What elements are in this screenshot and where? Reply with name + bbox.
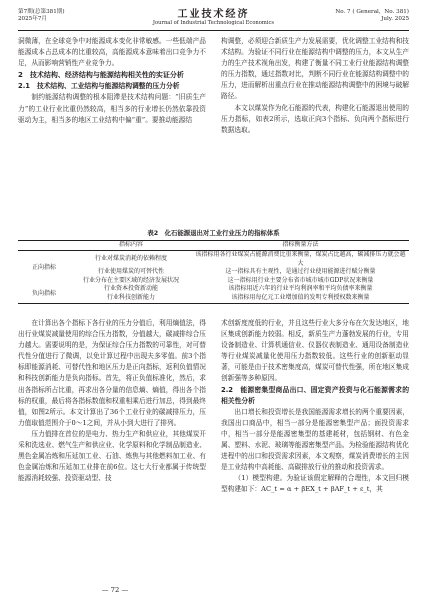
table-header-cell <box>18 241 70 251</box>
subsection-heading: 2.1 技术结构、工业结构与能源结构调整的压力分析 <box>18 82 180 91</box>
left-column-bottom <box>18 318 206 484</box>
table-header-cell: 指标内容 <box>118 241 143 249</box>
table-header-row <box>18 241 409 251</box>
table-body <box>18 251 409 304</box>
table-row <box>18 285 409 294</box>
issue-date-cn: 2025年7月 <box>18 16 47 22</box>
indicator-group-label: 正向指标 <box>31 263 56 271</box>
section-heading: 2 技术结构、经济结构与能源结构相关性的实证分析 <box>18 71 184 80</box>
indicator-table <box>18 228 409 304</box>
table-row <box>18 268 409 277</box>
paragraph: 洞微薄，在全球竞争中对能源成本变化非常敏感。一些低端产品能源成本占总成本的比重较高，高能源成本意味着出口竞争力不足，从而影响营销性产业竞争力。 <box>18 37 206 68</box>
table-row <box>18 294 409 303</box>
right-column-bottom <box>221 318 409 496</box>
header-rule <box>18 30 409 31</box>
issue-number-en: No. 7 ( General，No. 381) <box>335 9 409 15</box>
measurement-method-cell: 这一指标具有主观性，是通过行业使用能源进行赋分衡量 <box>225 268 376 276</box>
issue-number-cn: 第7期(总第381期) <box>18 9 65 15</box>
page-number: — 72 — <box>101 586 129 594</box>
paragraph: 构调整，必须迎合新质生产力发展需要，优化调整工业结构和技术结构。为验证不同行业在能源结构中调整的压力，本文从生产力的生产技术视角出发，构建了衡量不同工业行业能源结构调整的压力指数，通过指数对比，判断不同行业在能源结构调整中的压力，进而解析出重点行业在推动能源结构调整中的困境与破解路径。 <box>221 37 409 101</box>
left-column-top <box>18 36 206 126</box>
indicator-content-cell: 行业分布在主要区域的经济发展状况 <box>82 276 179 284</box>
paragraph: 出口增长和投资增长是我国能源需求增长的两个重要因素，我国出口商品中，相当一部分是能源密集型产品；面投资需求中，相当一部分是能源密集型的基建耗材，包括钢材、有色金属、塑料、水泥、玻璃等能源密集型产品。为检验能源结构优化进程中的出口和投资需求因素，本文观察，煤炭消费增长的主因是工业结构中高耗能、高碳排放行业的推动和投资需求。 <box>221 407 409 472</box>
paragraph: 本文以煤炭作为化石能源的代表，构建化石能源退出使用的压力指标，如表2所示，选取正向3个指标、负向两个指标进行数据选取。 <box>221 103 409 134</box>
indicator-table-grid <box>18 240 409 304</box>
paragraph: 压力值排在首位的是电力、热力生产和供应业，其他煤炭开采和洗选业、燃气生产和供应业、化学原料和化学制品制造业、黑色金属冶炼和压延加工业、石油、炼焦与其他燃料加工业、有色金属冶炼和压延加工业排在前6位。这七大行业都属于传统型能源消耗较强、投资驱动型、技 <box>18 429 206 483</box>
measurement-method-cell: 该指标用各行业煤炭占能源消费比重来衡量，煤炭占比越高，碳减排压力就会越大 <box>195 251 406 267</box>
table-title: 表2 化石能源退出对工业行业压力的指标体系 <box>147 229 280 237</box>
indicator-group-label: 负向指标 <box>31 289 56 297</box>
table-header-cell: 指标衡量方法 <box>282 241 319 249</box>
journal-title-en: Journal of Industrial Technological Economics <box>152 20 275 26</box>
indicator-content-cell: 行业对煤炭消耗的依赖程度 <box>94 255 167 263</box>
indicator-content-cell: 行业科技创新能力 <box>106 293 155 301</box>
right-column-top <box>221 36 409 136</box>
measurement-method-cell: 这一指标用行业主要分布省市城市城市GDP状况来衡量 <box>227 276 374 284</box>
subsection-heading: 2.2 能源密集型商品出口、固定资产投资与化石能源需求的相关性分析 <box>221 385 409 405</box>
table-row <box>18 251 409 269</box>
paragraph: 术创新度度低的行业，并且这些行业大多分布在欠发达地区，地区集成创新能力较弱。相反，新质生产力蓬勃发展的行业，专用设备制造业、计算机通信业、仪器仪表制造业、通用设备制造业等行业煤炭减量化使用压力指数较低。这些行业的创新驱动显著，可能是由于技术密集度高，煤炭可替代性强，所在地区集成创新强等多种原因。 <box>221 319 409 383</box>
paragraph: 在计算出各个指标下各行业的压力分值后，利用熵值法，得出行业煤炭减量使用的综合压力指数，分值越大，碳减排综合压力越大。需要说明的是，为保证综合压力指数的可靠性，对可替代性分值进行了微调，以免计算过程中出现夫多零值。前3个指标即能源消耗、可替代性和地区压力是正向指标，返利负值情况和科技创新能力是负向指标。首先，将正负值标准化，然后，求出各指标所占比重，再求出各分量的信息熵、熵值，得出各个指标的权重，最后将各指标数值和权重相乘后进行加总，得到最终值，如图2所示。本文计算出了36个工业行业的碳减排压力，压力值取值范围介于0～1之间，并从小到大进行了排列。 <box>18 319 206 427</box>
measurement-method-cell: 该指标用每亿元工业增加值的发明专利授权数来衡量 <box>231 293 370 301</box>
indicator-content-cell: 行业资本投资新动能 <box>103 285 158 293</box>
running-header <box>18 9 409 31</box>
paragraph: （1）模型构建。为验证该假定解释的合理性，本文回归模型构建如下：AC_t = α + βEX_t + βAF_t + ε_t，其 <box>221 474 409 494</box>
paragraph: 制约能源结构调整的根本阻滞是技术结构问题：“旧质生产力”的工业行业比重仍然较高，相当多的行业增长仍然依靠投资驱动为主，相当多的地区工业结构中偏“重”。要推动能源结 <box>18 93 206 124</box>
measurement-method-cell: 该指标用近六年的行业平均利润率和平均负债率来衡量 <box>228 285 373 293</box>
issue-info-right <box>335 9 409 23</box>
journal-title-cn: 工业技术经济 <box>177 9 250 20</box>
issue-date-en: July. 2025 <box>381 16 409 22</box>
indicator-content-cell: 行业使用煤炭的可替代性 <box>97 268 164 276</box>
